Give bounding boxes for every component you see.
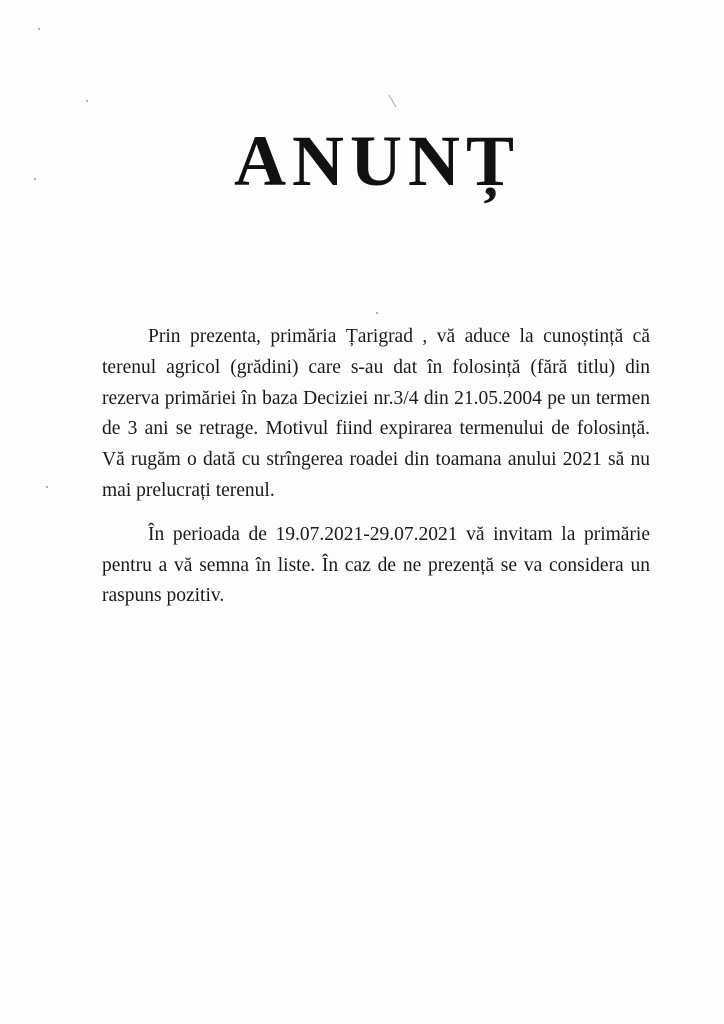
announcement-body	[102, 322, 650, 612]
page-title: ANUNȚ	[233, 121, 520, 201]
scan-speck	[38, 28, 40, 30]
scan-speck	[376, 312, 378, 314]
scan-scratch-mark	[389, 95, 397, 108]
paragraph-notice: Prin prezenta, primăria Țarigrad , vă aduce la cunoștință că terenul agricol (grădini) care s-au dat în folosință (fără titlu) din rezerva primăriei în baza Deciziei nr.3/4 din 21.05.2004 pe un termen de 3 ani se retrage. Motivul fiind expirarea termenului de folosință. Vă rugăm o dată cu strîngerea roadei din toamana anului 2021 să nu mai prelucrați terenul.	[102, 326, 650, 501]
paragraph-invitation: În perioada de 19.07.2021-29.07.2021 vă invitam la primărie pentru a vă semna în liste. În caz de ne prezență se va considera un raspuns pozitiv.	[102, 523, 650, 607]
scan-speck	[86, 100, 88, 102]
scan-speck	[46, 486, 48, 488]
